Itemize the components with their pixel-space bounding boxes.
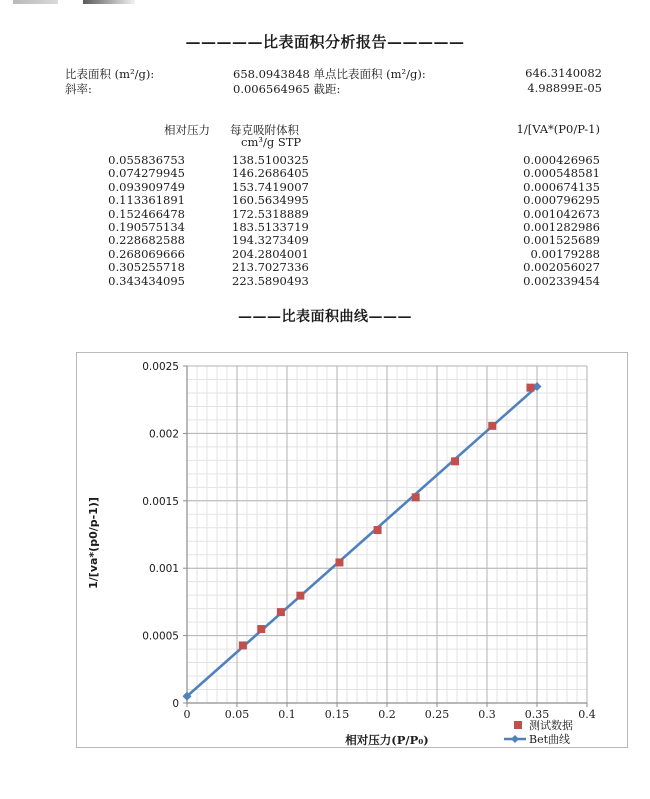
table-cell: 160.5634995 (232, 193, 309, 208)
single-point-ssa-value: 646.3140082 (525, 66, 602, 80)
table-cell: 0.055836753 (108, 153, 185, 167)
specific-surface-area-value: 658.0943848 单点比表面积 (m²/g): (233, 67, 426, 81)
top-edge-artifact-1 (13, 0, 58, 4)
x-tick-label: 0.05 (224, 708, 250, 721)
x-tick-label: 0.35 (524, 708, 550, 721)
table-row (0, 193, 650, 207)
test-data-marker (277, 608, 285, 616)
y-tick-label: 0.002 (148, 428, 179, 441)
y-axis-title: 1/[va*(p0/p-1)] (87, 497, 100, 589)
diamond-marker (511, 735, 519, 743)
slope-value: 0.006564965 截距: (233, 82, 341, 96)
table-cell: 0.305255718 (108, 260, 185, 275)
x-tick-label: 0.3 (478, 708, 496, 721)
col-bet-transform-header: 1/[VA*(P0/P-1) (516, 122, 600, 136)
table-cell: 0.00179288 (530, 246, 600, 261)
test-data-marker (488, 422, 496, 430)
table-header-row (0, 122, 650, 136)
x-tick-label: 0.15 (324, 708, 350, 721)
table-cell: 0.000796295 (523, 193, 600, 208)
intercept-value: 4.98899E-05 (527, 81, 602, 95)
x-tick-label: 0.2 (378, 708, 396, 721)
table-row (0, 207, 650, 221)
col-relative-pressure-header: 相对压力 (164, 123, 210, 137)
table-row (0, 233, 650, 247)
curve-section-title: ———比表面积曲线——— (238, 309, 412, 325)
summary-row (0, 66, 650, 80)
table-cell: 0.000426965 (523, 153, 600, 167)
test-data-marker (257, 625, 265, 633)
report-title: —————比表面积分析报告————— (185, 33, 465, 51)
table-cell: 146.2686405 (232, 166, 309, 181)
table-cell: 0.000674135 (523, 179, 600, 194)
x-tick-label: 0.1 (278, 708, 296, 721)
table-row (0, 247, 650, 261)
table-cell: 204.2804001 (232, 246, 309, 261)
table-cell: 223.5890493 (232, 273, 309, 288)
table-cell: 0.093909749 (108, 179, 185, 194)
table-cell: 0.228682588 (108, 233, 185, 248)
table-cell: 0.001525689 (523, 233, 600, 248)
table-cell: 0.343434095 (108, 273, 185, 288)
single-point-ssa-label: 单点比表面积 (m²/g): (313, 67, 426, 81)
test-data-marker (412, 493, 420, 501)
x-tick-label: 0 (183, 708, 191, 721)
table-cell: 172.5318889 (232, 206, 309, 221)
y-tick-label: 0.001 (148, 563, 179, 576)
table-cell: 0.113361891 (108, 193, 185, 208)
x-axis-title: 相对压力(P/P₀) (345, 733, 429, 747)
specific-surface-area-label: 比表面积 (m²/g): (65, 67, 155, 81)
test-data-marker (296, 592, 304, 600)
legend-label: 测试数据 (529, 719, 573, 732)
y-tick-label: 0.0015 (142, 495, 179, 508)
y-tick-label: 0 (172, 698, 179, 710)
bet-curve-chart (76, 352, 628, 748)
legend-label: Bet曲线 (529, 733, 571, 746)
legend-square-swatch (514, 721, 522, 729)
intercept-label: 截距: (313, 82, 341, 96)
x-tick-label: 0.4 (578, 708, 596, 721)
test-data-marker (451, 457, 459, 465)
table-row (0, 180, 650, 194)
table-cell: 0.152466478 (108, 206, 185, 221)
table-cell: 0.001042673 (523, 206, 600, 221)
table-cell: 138.5100325 (232, 153, 309, 167)
test-data-marker (526, 384, 534, 392)
table-cell: 0.002056027 (523, 260, 600, 275)
bet-curve-plot (77, 353, 627, 747)
table-row (0, 153, 650, 167)
table-cell: 0.001282986 (523, 220, 600, 234)
table-cell: 0.000548581 (523, 166, 600, 181)
col-adsorbed-volume-units: cm³/g STP (241, 135, 302, 149)
table-cell: 194.3273409 (232, 233, 309, 248)
table-cell: 213.7027336 (232, 260, 309, 275)
table-cell: 0.002339454 (523, 273, 600, 288)
table-cell: 0.074279945 (108, 166, 185, 181)
col-adsorbed-volume-header: 每克吸附体积 (230, 123, 299, 137)
table-cell: 0.190575134 (108, 220, 185, 234)
test-data-marker (335, 558, 343, 566)
table-row (0, 260, 650, 274)
table-row (0, 274, 650, 288)
test-data-marker (374, 526, 382, 534)
table-row (0, 220, 650, 234)
y-tick-label: 0.0025 (142, 361, 179, 373)
table-subheader-row (0, 135, 650, 149)
test-data-marker (239, 641, 247, 649)
slope-label: 斜率: (65, 82, 92, 96)
y-tick-label: 0.0005 (142, 630, 179, 643)
x-tick-label: 0.25 (424, 708, 450, 721)
table-row (0, 166, 650, 180)
table-cell: 0.268069666 (108, 246, 185, 261)
table-cell: 153.7419007 (232, 179, 309, 194)
summary-row (0, 81, 650, 95)
top-edge-artifact-2 (83, 0, 135, 4)
table-cell: 183.5133719 (232, 220, 309, 234)
